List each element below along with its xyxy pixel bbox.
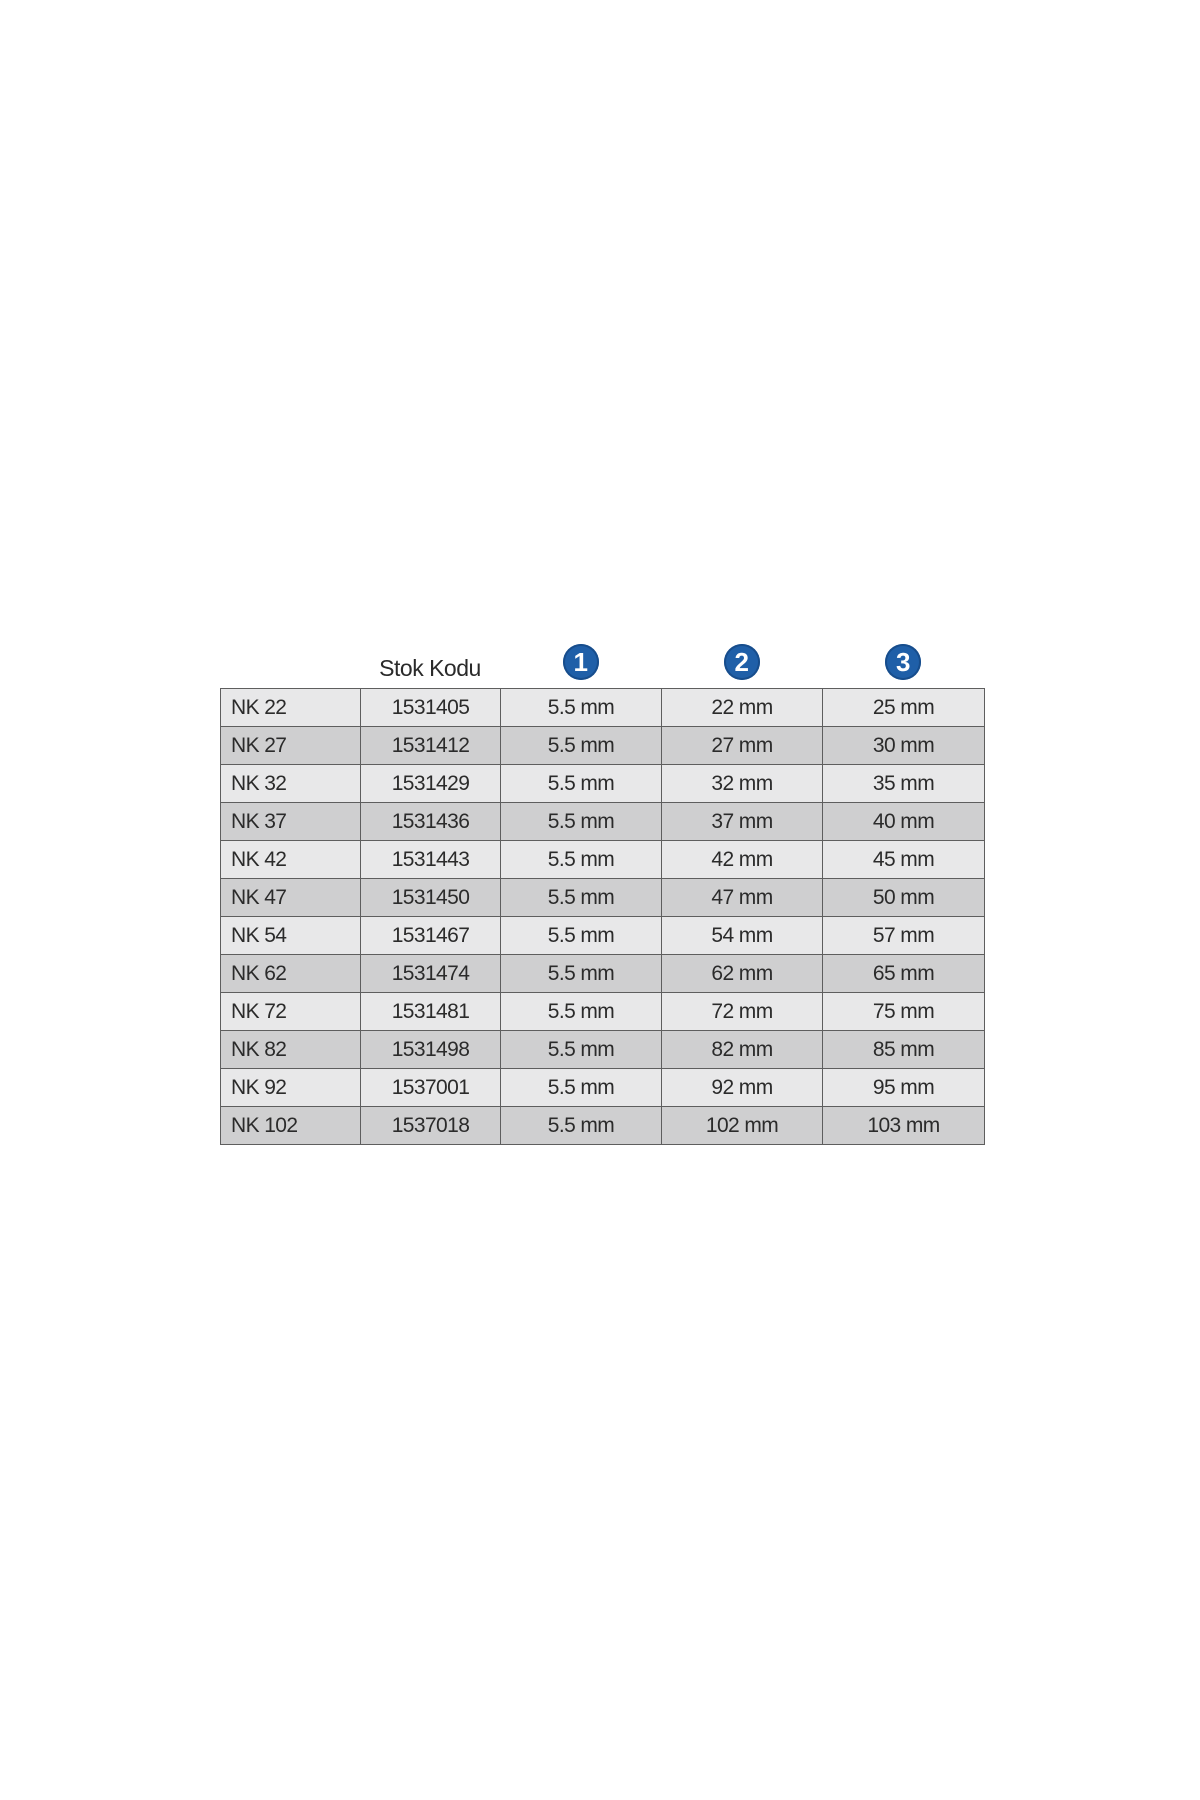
table-row [221,1069,985,1107]
dimension-1-cell: 5.5 mm [501,765,662,803]
stock-code-cell: 1531498 [361,1031,501,1069]
dimension-2-cell: 72 mm [662,993,823,1031]
header-model [220,682,360,688]
dimension-1-cell: 5.5 mm [501,1031,662,1069]
table-row [221,727,985,765]
number-badge-1: 1 [563,644,599,680]
model-cell: NK 54 [221,917,361,955]
stock-code-cell: 1531481 [361,993,501,1031]
dimension-2-cell: 54 mm [662,917,823,955]
table-row [221,689,985,727]
stock-code-cell: 1531467 [361,917,501,955]
dimension-2-cell: 42 mm [662,841,823,879]
dimension-3-cell: 75 mm [823,993,985,1031]
dimension-3-cell: 25 mm [823,689,985,727]
model-cell: NK 102 [221,1107,361,1145]
dimension-2-cell: 22 mm [662,689,823,727]
model-cell: NK 42 [221,841,361,879]
table-row [221,993,985,1031]
dimension-1-cell: 5.5 mm [501,1107,662,1145]
table-row [221,1107,985,1145]
dimension-2-cell: 92 mm [662,1069,823,1107]
dimension-3-cell: 95 mm [823,1069,985,1107]
dimension-3-cell: 85 mm [823,1031,985,1069]
dimension-1-cell: 5.5 mm [501,955,662,993]
model-cell: NK 27 [221,727,361,765]
dimension-2-cell: 47 mm [662,879,823,917]
dimension-3-cell: 103 mm [823,1107,985,1145]
model-cell: NK 32 [221,765,361,803]
dimension-2-cell: 32 mm [662,765,823,803]
dimension-1-cell: 5.5 mm [501,689,662,727]
table-row [221,841,985,879]
header-dimension-3 [822,644,984,688]
spec-table-body [221,689,985,1145]
dimension-2-cell: 102 mm [662,1107,823,1145]
table-row [221,955,985,993]
dimension-1-cell: 5.5 mm [501,879,662,917]
dimension-1-cell: 5.5 mm [501,1069,662,1107]
model-cell: NK 47 [221,879,361,917]
dimension-1-cell: 5.5 mm [501,993,662,1031]
dimension-3-cell: 50 mm [823,879,985,917]
model-cell: NK 37 [221,803,361,841]
stock-code-cell: 1531450 [361,879,501,917]
spec-table-container [220,638,984,1145]
dimension-3-cell: 30 mm [823,727,985,765]
model-cell: NK 72 [221,993,361,1031]
header-stock-code: Stok Kodu [379,655,481,681]
dimension-2-cell: 37 mm [662,803,823,841]
stock-code-cell: 1531412 [361,727,501,765]
dimension-3-cell: 40 mm [823,803,985,841]
dimension-1-cell: 5.5 mm [501,803,662,841]
spec-table [220,688,985,1145]
stock-code-cell: 1531405 [361,689,501,727]
dimension-1-cell: 5.5 mm [501,917,662,955]
stock-code-cell: 1531443 [361,841,501,879]
dimension-1-cell: 5.5 mm [501,727,662,765]
dimension-1-cell: 5.5 mm [501,841,662,879]
dimension-2-cell: 27 mm [662,727,823,765]
dimension-3-cell: 65 mm [823,955,985,993]
dimension-3-cell: 57 mm [823,917,985,955]
table-row [221,917,985,955]
dimension-2-cell: 62 mm [662,955,823,993]
model-cell: NK 62 [221,955,361,993]
table-row [221,803,985,841]
model-cell: NK 22 [221,689,361,727]
stock-code-cell: 1531429 [361,765,501,803]
header-dimension-2 [661,644,822,688]
stock-code-cell: 1531474 [361,955,501,993]
table-row [221,1031,985,1069]
model-cell: NK 82 [221,1031,361,1069]
table-header-row [220,638,984,688]
dimension-3-cell: 35 mm [823,765,985,803]
stock-code-cell: 1537001 [361,1069,501,1107]
number-badge-2: 2 [724,644,760,680]
table-row [221,879,985,917]
dimension-2-cell: 82 mm [662,1031,823,1069]
header-dimension-1 [500,644,661,688]
model-cell: NK 92 [221,1069,361,1107]
dimension-3-cell: 45 mm [823,841,985,879]
stock-code-cell: 1537018 [361,1107,501,1145]
number-badge-3: 3 [885,644,921,680]
table-row [221,765,985,803]
stock-code-cell: 1531436 [361,803,501,841]
